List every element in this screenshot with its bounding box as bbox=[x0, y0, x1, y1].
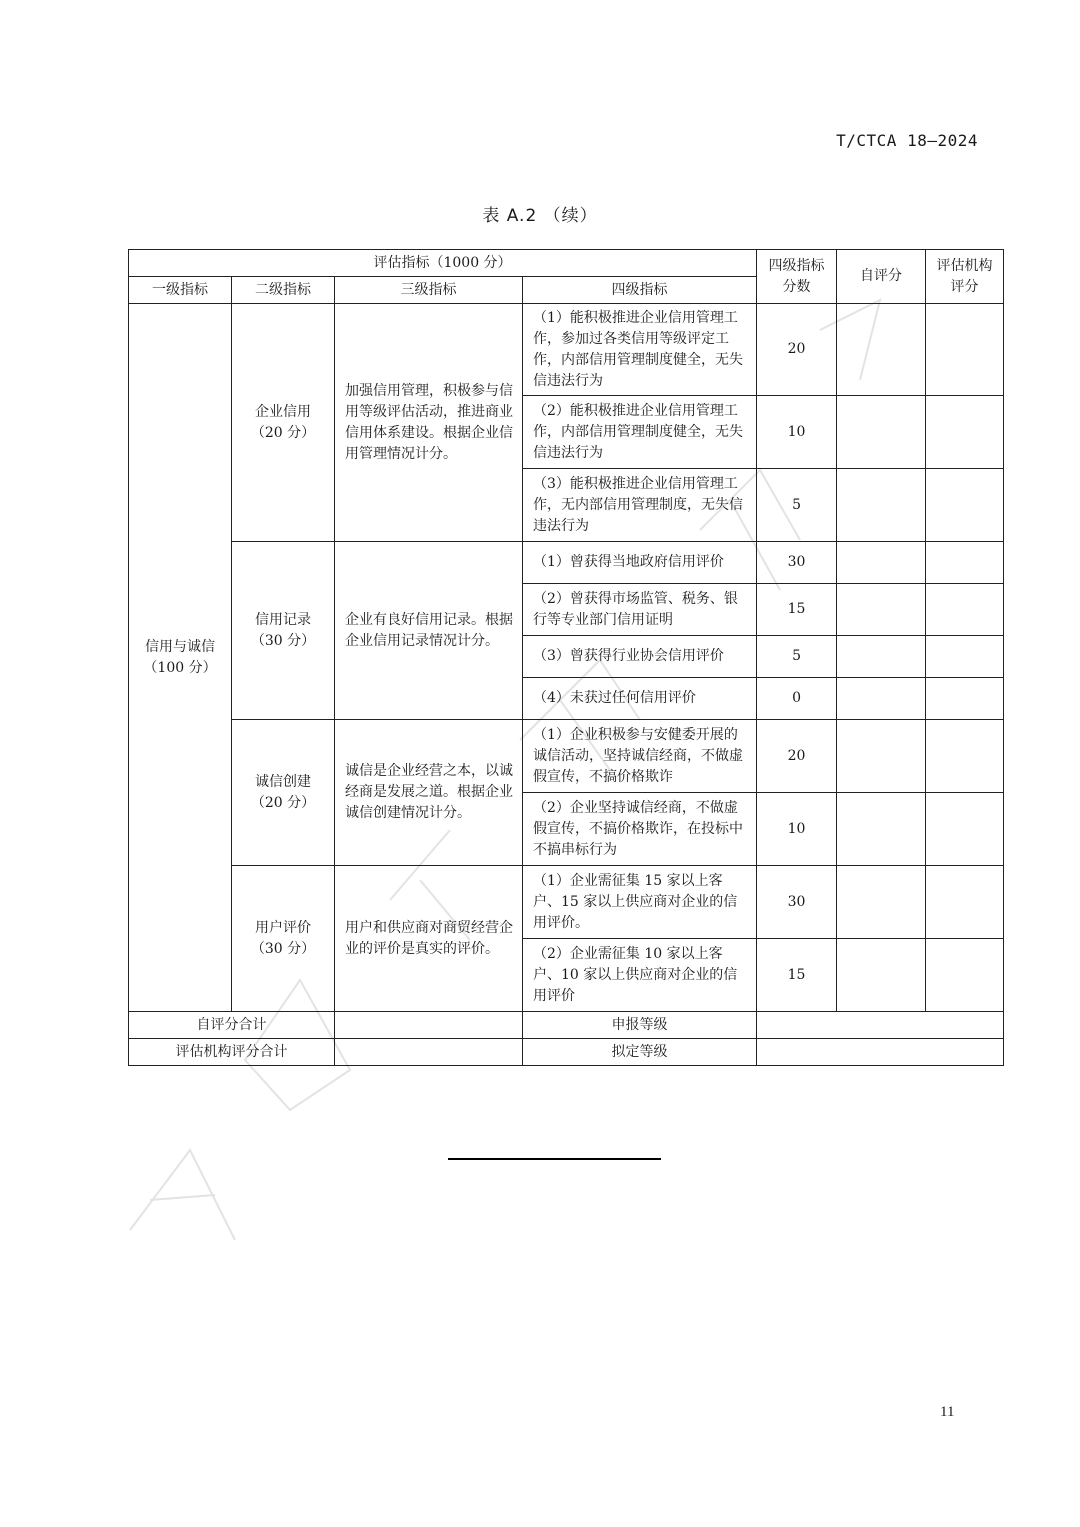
level4-item: （1）曾获得当地政府信用评价 bbox=[523, 542, 757, 584]
level4-item: （1）企业积极参与安健委开展的诚信活动，坚持诚信经商，不做虚假宣传，不搞价格欺诈 bbox=[523, 720, 757, 793]
level2-points: （30 分） bbox=[250, 632, 316, 649]
self-total-label: 自评分合计 bbox=[129, 1012, 335, 1039]
level2-cell bbox=[232, 720, 335, 866]
level2-name: 用户评价 bbox=[255, 919, 311, 936]
item-score: 5 bbox=[757, 636, 837, 678]
level1-points: （100 分） bbox=[143, 659, 217, 676]
item-score: 15 bbox=[757, 939, 837, 1012]
level4-item: （3）能积极推进企业信用管理工作，无内部信用管理制度，无失信违法行为 bbox=[523, 469, 757, 542]
agency-total-label: 评估机构评分合计 bbox=[129, 1039, 335, 1066]
item-score: 10 bbox=[757, 793, 837, 866]
self-score-cell[interactable] bbox=[837, 678, 926, 720]
proposed-grade-label: 拟定等级 bbox=[523, 1039, 757, 1066]
item-score: 20 bbox=[757, 304, 837, 396]
level4-item: （2）曾获得市场监管、税务、银行等专业部门信用证明 bbox=[523, 584, 757, 636]
level2-cell bbox=[232, 866, 335, 1012]
table-caption: 表 A.2 （续） bbox=[482, 206, 598, 226]
self-score-cell[interactable] bbox=[837, 866, 926, 939]
header-agency-score: 评估机构评分 bbox=[926, 250, 1004, 304]
level2-name: 企业信用 bbox=[255, 403, 311, 420]
self-score-cell[interactable] bbox=[837, 542, 926, 584]
header-group: 评估指标（1000 分） bbox=[129, 250, 757, 277]
header-level4: 四级指标 bbox=[523, 277, 757, 304]
agency-score-cell[interactable] bbox=[926, 866, 1004, 939]
level2-points: （30 分） bbox=[250, 940, 316, 957]
header-score: 四级指标分数 bbox=[757, 250, 837, 304]
level4-item: （4）未获过任何信用评价 bbox=[523, 678, 757, 720]
level2-cell bbox=[232, 542, 335, 720]
header-self-score: 自评分 bbox=[837, 250, 926, 304]
item-score: 20 bbox=[757, 720, 837, 793]
self-score-cell[interactable] bbox=[837, 584, 926, 636]
agency-score-cell[interactable] bbox=[926, 678, 1004, 720]
level3-desc: 企业有良好信用记录。根据企业信用记录情况计分。 bbox=[335, 542, 523, 720]
agency-score-cell[interactable] bbox=[926, 542, 1004, 584]
level1-cell bbox=[129, 304, 232, 1012]
agency-score-cell[interactable] bbox=[926, 939, 1004, 1012]
end-of-table-rule bbox=[448, 1158, 661, 1160]
self-total-value[interactable] bbox=[335, 1012, 523, 1039]
level2-name: 信用记录 bbox=[255, 611, 311, 628]
agency-score-cell[interactable] bbox=[926, 793, 1004, 866]
item-score: 5 bbox=[757, 469, 837, 542]
level3-desc: 加强信用管理，积极参与信用等级评估活动，推进商业信用体系建设。根据企业信用管理情况计分。 bbox=[335, 304, 523, 542]
item-score: 15 bbox=[757, 584, 837, 636]
level4-item: （1）企业需征集 15 家以上客户、15 家以上供应商对企业的信用评价。 bbox=[523, 866, 757, 939]
level4-item: （2）能积极推进企业信用管理工作，内部信用管理制度健全，无失信违法行为 bbox=[523, 396, 757, 469]
self-score-cell[interactable] bbox=[837, 304, 926, 396]
declared-grade-label: 申报等级 bbox=[523, 1012, 757, 1039]
self-score-cell[interactable] bbox=[837, 636, 926, 678]
declared-grade-value[interactable] bbox=[757, 1012, 1004, 1039]
document-code: T/CTCA 18—2024 bbox=[836, 131, 978, 150]
agency-score-cell[interactable] bbox=[926, 584, 1004, 636]
header-level2: 二级指标 bbox=[232, 277, 335, 304]
self-score-cell[interactable] bbox=[837, 793, 926, 866]
agency-score-cell[interactable] bbox=[926, 636, 1004, 678]
proposed-grade-value[interactable] bbox=[757, 1039, 1004, 1066]
level3-desc: 诚信是企业经营之本，以诚经商是发展之道。根据企业诚信创建情况计分。 bbox=[335, 720, 523, 866]
level1-name: 信用与诚信 bbox=[145, 638, 215, 655]
self-score-cell[interactable] bbox=[837, 396, 926, 469]
level2-points: （20 分） bbox=[250, 424, 316, 441]
agency-score-cell[interactable] bbox=[926, 720, 1004, 793]
level3-desc: 用户和供应商对商贸经营企业的评价是真实的评价。 bbox=[335, 866, 523, 1012]
level2-points: （20 分） bbox=[250, 794, 316, 811]
header-level1: 一级指标 bbox=[129, 277, 232, 304]
evaluation-table bbox=[128, 249, 1004, 1066]
item-score: 30 bbox=[757, 866, 837, 939]
level4-item: （2）企业需征集 10 家以上客户、10 家以上供应商对企业的信用评价 bbox=[523, 939, 757, 1012]
page-number: 11 bbox=[940, 1404, 955, 1420]
agency-score-cell[interactable] bbox=[926, 396, 1004, 469]
level2-name: 诚信创建 bbox=[255, 773, 311, 790]
level4-item: （3）曾获得行业协会信用评价 bbox=[523, 636, 757, 678]
agency-total-value[interactable] bbox=[335, 1039, 523, 1066]
level4-item: （2）企业坚持诚信经商，不做虚假宣传，不搞价格欺诈，在投标中不搞串标行为 bbox=[523, 793, 757, 866]
agency-score-cell[interactable] bbox=[926, 304, 1004, 396]
item-score: 10 bbox=[757, 396, 837, 469]
header-level3: 三级指标 bbox=[335, 277, 523, 304]
item-score: 0 bbox=[757, 678, 837, 720]
self-score-cell[interactable] bbox=[837, 939, 926, 1012]
item-score: 30 bbox=[757, 542, 837, 584]
agency-score-cell[interactable] bbox=[926, 469, 1004, 542]
self-score-cell[interactable] bbox=[837, 469, 926, 542]
self-score-cell[interactable] bbox=[837, 720, 926, 793]
level2-cell bbox=[232, 304, 335, 542]
level4-item: （1）能积极推进企业信用管理工作，参加过各类信用等级评定工作，内部信用管理制度健全，无失信违法行为 bbox=[523, 304, 757, 396]
